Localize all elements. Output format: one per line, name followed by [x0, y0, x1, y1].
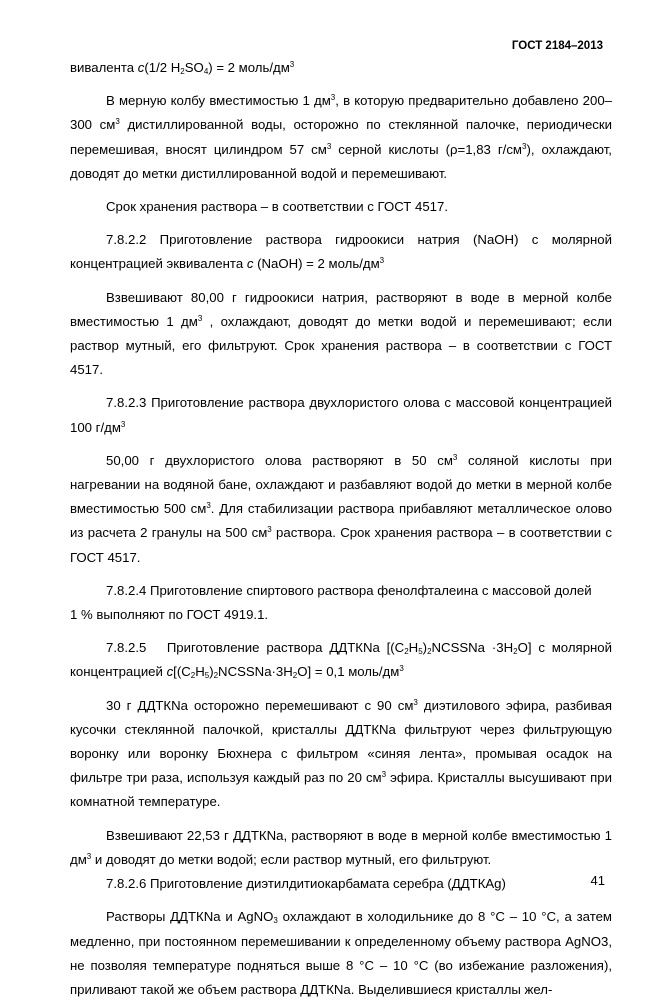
document-body	[70, 56, 612, 1002]
section-7-8-2-4-heading: 7.8.2.4 Приготовление спиртового раствора фенолфталеина с массовой долей 1 % выполняют по ГОСТ 4919.1.	[70, 582, 592, 623]
section-7-8-2-6-heading: 7.8.2.6 Приготовление диэтилдитиокарбамата серебра (ДДТКAg)	[106, 876, 506, 892]
section-7-8-2-5-heading: 7.8.2.5 Приготовление раствора ДДТКNa $[(C_2H_5)_2NCSSNa \cdot 3H_2O]$ с молярной концентрацией $c[(C_2H_5)_2NCSSNa\cdot 3H_2O] = 0,1$ моль/$дм^3$	[70, 640, 613, 681]
paragraph-naoh-procedure: Взвешивают 80,00 г гидроокиси натрия, растворяют в воде в мерной колбе вместимостью 1 $дм^3$ , охлаждают, доводят до метки водой и перемешивают; если раствор мутный, его фильтруют. Срок хранения раствора – в соответствии с ГОСТ 4517.	[70, 289, 612, 378]
paragraph-ddtkna-weighing: Взвешивают 22,53 г ДДТКNa, растворяют в воде в мерной колбе вместимостью 1 $дм^3$ и доводят до метки водой; если раствор мутный, его фильтруют.	[70, 827, 612, 867]
paragraph-tin-chloride-procedure: 50,00 г двухлористого олова растворяют в 50 $см^3$ соляной кислоты при нагревании на водяной бане, охлаждают и разбавляют водой до метки в мерной колбе вместимостью 500 $см^3$. Для стабилизации раствора прибавляют металлическое олово из расчета 2 гранулы на 500 $см^3$ раствора. Срок хранения раствора – в соответствии с ГОСТ 4517.	[70, 452, 613, 565]
document-header: ГОСТ 2184–2013	[511, 40, 603, 52]
page-number: 41	[590, 873, 605, 888]
paragraph-sulfuric-procedure: В мерную колбу вместимостью 1 $дм^3$, в которую предварительно добавлено 200–300 $см^3$ дистиллированной воды, осторожно по стеклянной палочке, периодически перемешивая, вносят цилиндром 57 $см^3$ серной кислоты (ρ=1,83 $г/см^3$), охлаждают, доводят до метки дистиллированной водой и перемешивают.	[70, 93, 613, 181]
section-7-8-2-3-heading: 7.8.2.3 Приготовление раствора двухлористого олова с массовой концентрацией 100 $г/дм^3$	[70, 395, 612, 435]
paragraph-ddtkag-procedure: Растворы ДДТКNa и AgNO$_3$ охлаждают в холодильнике до 8 °С – 10 °С, а затем медленно, при постоянном перемешивании к определенному объему раствора AgNO3, не позволяя температуре подняться выше 8 °С – 10 °С (во избежание разложения), приливают такой же объем раствора ДДТКNa. Выделившиеся кристаллы жел-	[70, 909, 612, 997]
section-7-8-2-2-heading: 7.8.2.2 Приготовление раствора гидроокиси натрия (NaOH) с молярной концентрацией эквивалента c (NaOH) = 2 моль/$дм^3$	[70, 232, 612, 272]
paragraph-equivalent-h2so4: вивалента c(1/2 $H_2SO_4) = 2$ моль/$дм^3$	[70, 60, 295, 76]
paragraph-storage-1: Срок хранения раствора – в соответствии с ГОСТ 4517.	[106, 199, 449, 215]
paragraph-ddtkna-filtering: 30 г ДДТКNa осторожно перемешивают с 90 $см^3$ диэтилового эфира, разбивая кусочки стеклянной палочкой, кристаллы ДДТКNa фильтруют через фильтрующую воронку или воронку Бюхнера с фильтром «синяя лента», промывая осадок на фильтре три раза, используя каждый раз по 20 $см^3$ эфира. Кристаллы высушивают при комнатной температуре.	[70, 697, 613, 810]
